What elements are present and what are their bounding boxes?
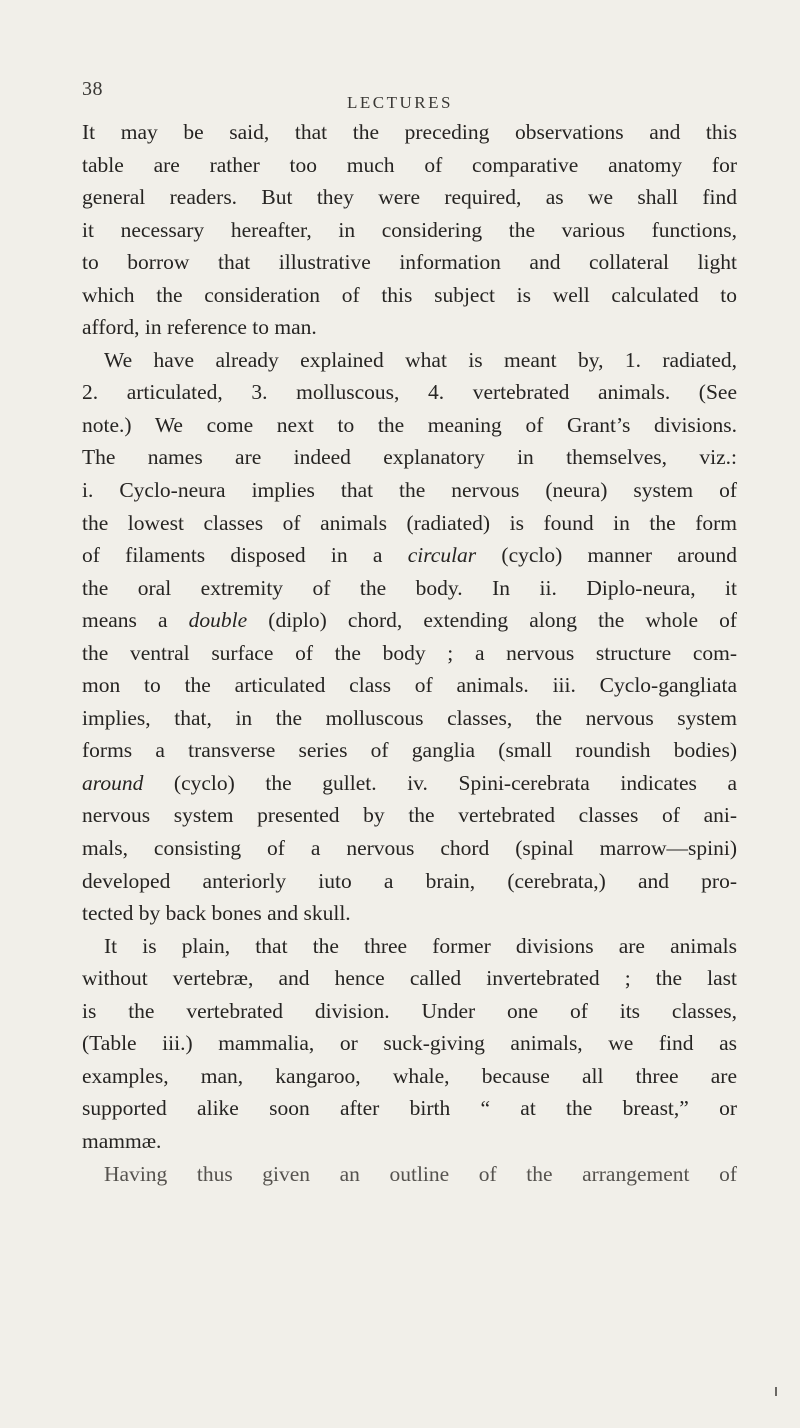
text-line: general readers. But they were required, as we shall find [82, 185, 737, 210]
text-line: It may be said, that the preceding observations and this [82, 120, 737, 144]
text-line: i. Cyclo-neura implies that the nervous (neura) system of [82, 478, 737, 503]
text-line: We have already explained what is meant by, 1. radiated, [104, 347, 737, 372]
text-line: mammæ. [82, 1128, 162, 1153]
text-line: forms a transverse series of ganglia (small roundish bodies) [82, 738, 737, 763]
text-line: mon to the articulated class of animals. iii. Cyclo-gangliata [82, 673, 737, 698]
text-line: note.) We come next to the meaning of Grant’s divisions. [82, 412, 737, 437]
text-line: of filaments disposed in a circular (cyclo) manner around [82, 543, 737, 568]
text-line: 2. articulated, 3. molluscous, 4. vertebrated animals. (See [82, 380, 737, 405]
text-line: mals, consisting of a nervous chord (spinal marrow—spini) [82, 836, 737, 861]
text-line: around (cyclo) the gullet. iv. Spini-cerebrata indicates a [82, 770, 737, 795]
italic-term: double [188, 608, 248, 633]
text-line: It is plain, that the three former divisions are animals [104, 933, 737, 958]
italic-term: circular [407, 543, 477, 568]
text-line: the ventral surface of the body ; a nervous structure com- [82, 640, 737, 665]
text-line: The names are indeed explanatory in themselves, viz.: [82, 445, 737, 470]
text-line: is the vertebrated division. Under one of its classes, [82, 998, 737, 1023]
text-line: the lowest classes of animals (radiated) is found in the form [82, 510, 737, 535]
italic-term: around [82, 770, 144, 795]
text-line: without vertebræ, and hence called invertebrated ; the last [82, 966, 737, 991]
text-line: (Table iii.) mammalia, or suck-giving animals, we find as [82, 1031, 737, 1056]
text-line: implies, that, in the molluscous classes, the nervous system [82, 705, 737, 730]
body-text [82, 116, 737, 1190]
text-line: Having thus given an outline of the arrangement of [104, 1161, 737, 1186]
text-line: which the consideration of this subject is well calculated to [82, 282, 737, 307]
ink-speck [775, 1387, 777, 1396]
text-line: table are rather too much of comparative anatomy for [82, 152, 737, 177]
text-line: nervous system presented by the vertebrated classes of ani- [82, 803, 737, 828]
text-line: afford, in reference to man. [82, 315, 317, 340]
page-number: 38 [82, 78, 103, 100]
text-line: the oral extremity of the body. In ii. Diplo-neura, it [82, 575, 737, 600]
running-head: LECTURES [347, 93, 453, 112]
text-line: means a double (diplo) chord, extending along the whole of [82, 608, 737, 633]
text-line: supported alike soon after birth “ at the breast,” or [82, 1096, 737, 1121]
text-line: it necessary hereafter, in considering the various functions, [82, 217, 737, 242]
text-line: developed anteriorly iuto a brain, (cerebrata,) and pro- [82, 868, 737, 893]
text-line: to borrow that illustrative information and collateral light [82, 250, 737, 275]
text-line: examples, man, kangaroo, whale, because all three are [82, 1063, 737, 1088]
text-line: tected by back bones and skull. [82, 901, 351, 926]
